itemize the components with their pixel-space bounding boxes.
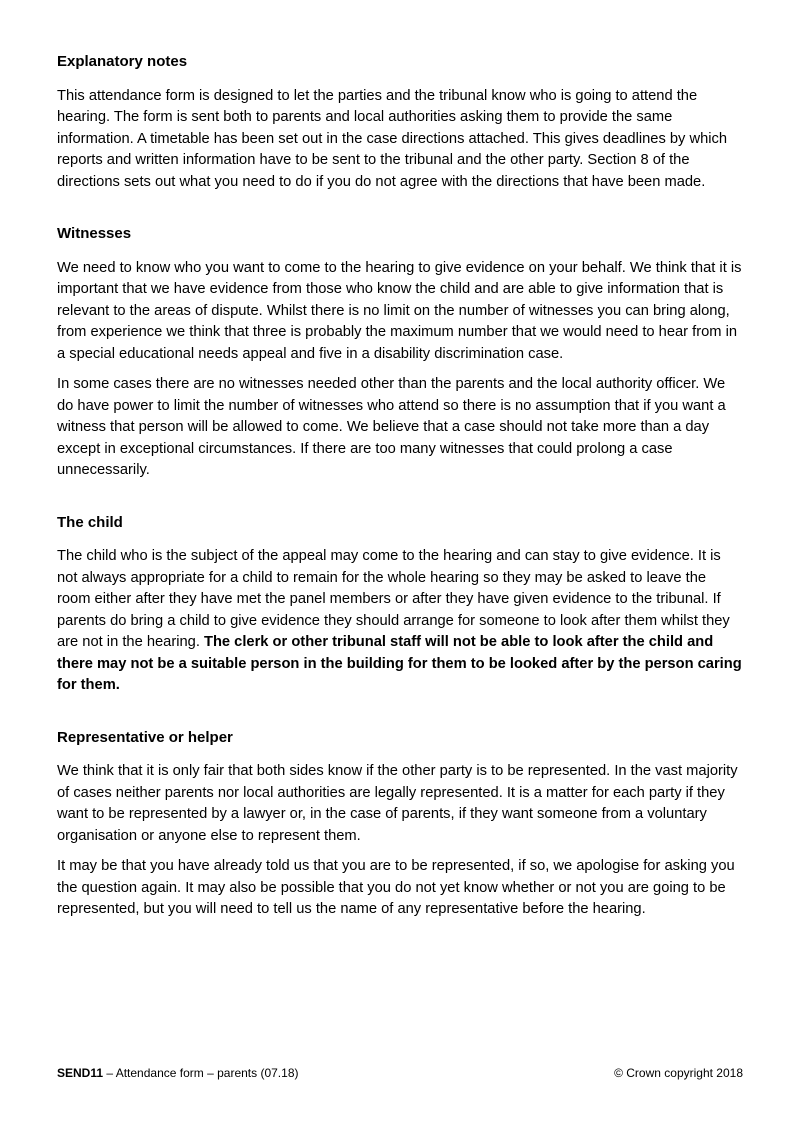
paragraph-bold-run: The clerk or other tribunal staff will not be able to look after the child and there may not be a suitable person in the building for them to be looked after by the person caring for them. bbox=[57, 634, 742, 693]
section-representative-or-helper bbox=[57, 727, 743, 921]
footer-copyright: © Crown copyright 2018 bbox=[614, 1066, 743, 1080]
heading-witnesses: Witnesses bbox=[57, 225, 132, 242]
page-footer bbox=[57, 1066, 743, 1080]
paragraph: We think that it is only fair that both sides know if the other party is to be represented. In the vast majority of cases neither parents nor local authorities are legally represented. It is a matter for each party if they want to be represented by a lawyer or, in the case of parents, if they want someone from a voluntary organisation or anyone else to represent them. bbox=[57, 763, 738, 844]
heading-the-child: The child bbox=[57, 513, 123, 531]
section-the-child bbox=[57, 512, 743, 697]
paragraph: In some cases there are no witnesses needed other than the parents and the local authority officer. We do have power to limit the number of witnesses who attend so there is no assumption that if you want a witness that person will be allowed to come. We believe that a case should not take more than a day except in exceptional circumstances. If there are too many witnesses that could prolong a case unnecessarily. bbox=[57, 376, 726, 478]
paragraph-normal-run: The child who is the subject of the appeal may come to the hearing and can stay to give evidence. It is not always appropriate for a child to remain for the whole hearing so they may be asked to leave the room either after they have met the panel members or after they have given evidence to the tribunal. If parents do bring a child to give evidence they should arrange for someone to look after them whilst they are not in the hearing. bbox=[57, 548, 730, 650]
heading-explanatory-notes: Explanatory notes bbox=[57, 53, 188, 70]
paragraph: This attendance form is designed to let the parties and the tribunal know who is going to attend the hearing. The form is sent both to parents and local authorities asking them to provide the same information. A timetable has been set out in the case directions attached. This gives deadlines by which reports and written information have to be sent to the tribunal and the other party. Section 8 of the directions sets out what you need to do if you do not agree with the directions that have been made. bbox=[57, 87, 728, 190]
document-content bbox=[57, 51, 743, 930]
paragraph bbox=[57, 546, 743, 697]
section-witnesses bbox=[57, 223, 743, 482]
footer-form-title: – Attendance form – parents (07.18) bbox=[103, 1066, 299, 1080]
footer-form-id bbox=[57, 1066, 298, 1080]
paragraph: We need to know who you want to come to the hearing to give evidence on your behalf. We think that it is important that we have evidence from those who know the child and are able to give information that is relevant to the areas of dispute. Whilst there is no limit on the number of witnesses you can bring along, from experience we think that three is probably the maximum number that we would need to hear from in a special educational needs appeal and five in a disability discrimination case. bbox=[57, 259, 742, 362]
paragraph: It may be that you have already told us that you are to be represented, if so, we apologise for asking you the question again. It may also be possible that you do not yet know whether or not you are going to be represented, but you will need to tell us the name of any representative before the hearing. bbox=[57, 858, 735, 917]
heading-representative-or-helper: Representative or helper bbox=[57, 728, 233, 746]
section-explanatory-notes bbox=[57, 51, 743, 193]
footer-form-code: SEND11 bbox=[57, 1066, 104, 1080]
